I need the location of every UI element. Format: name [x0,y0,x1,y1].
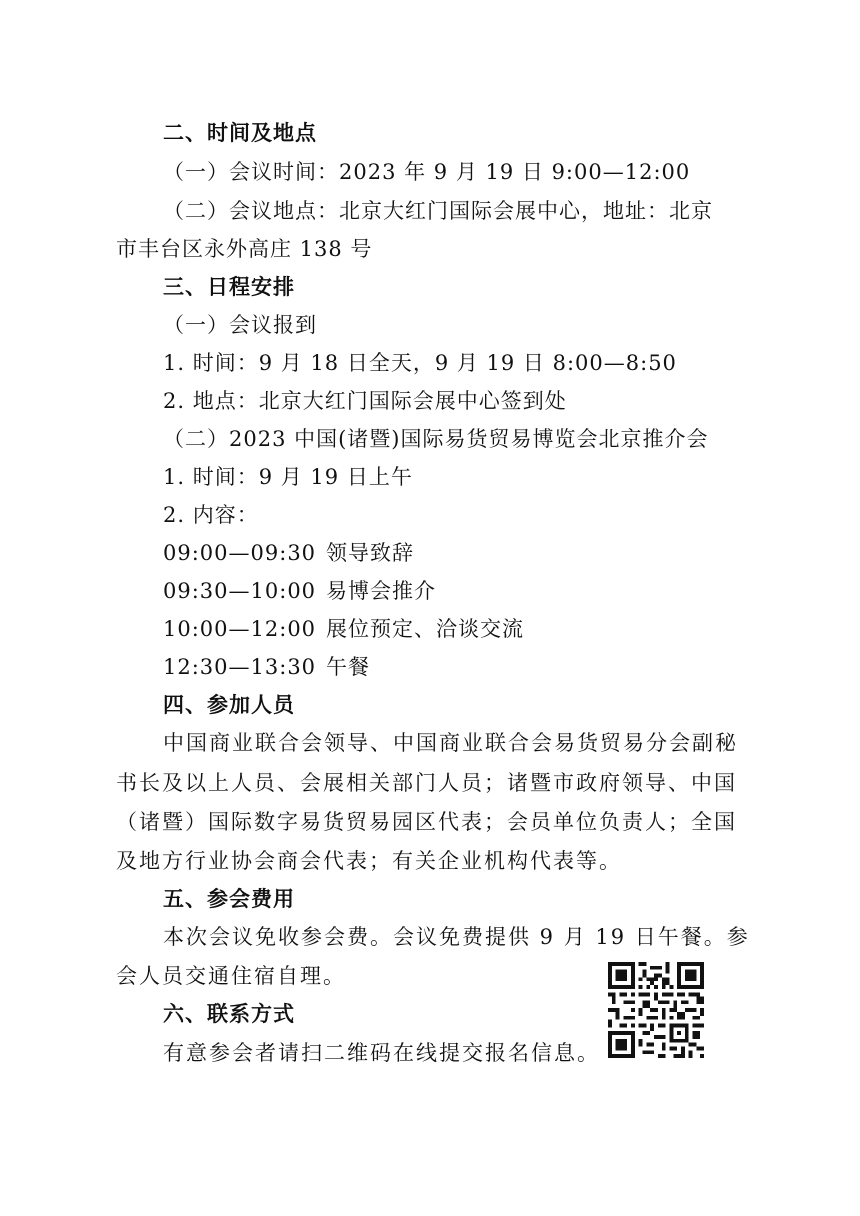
meeting-time: （一）会议时间：2023 年 9 月 19 日 9:00—12:00 [163,160,691,184]
section-heading-fees: 五、参会费用 [163,887,295,911]
agenda-row [163,538,414,568]
registration-qr-code[interactable] [608,962,704,1058]
attendees-line: 中国商业联合会领导、中国商业联合会易货贸易分会副秘 [163,731,738,755]
schedule-sub1-item: 2. 地点：北京大红门国际会展中心签到处 [163,389,567,413]
schedule-sub2-item: 2. 内容： [163,503,259,527]
attendees-line: 及地方行业协会商会代表；有关企业机构代表等。 [116,849,622,873]
agenda-row [163,576,436,606]
schedule-sub1-item: 1. 时间：9 月 18 日全天，9 月 19 日 8:00—8:50 [163,351,677,375]
agenda-item: 易博会推介 [326,579,436,603]
section-heading-contact: 六、联系方式 [163,1002,295,1026]
agenda-row [163,652,370,682]
attendees-line: （诸暨）国际数字易货贸易园区代表；会员单位负责人；全国 [116,810,737,834]
meeting-venue-line2: 市丰台区永外高庄 138 号 [116,237,373,261]
agenda-time: 10:00—12:00 [163,617,317,641]
fees-line: 本次会议免收参会费。会议免费提供 9 月 19 日午餐。参 [163,925,750,949]
attendees-line: 书长及以上人员、会展相关部门人员；诸暨市政府领导、中国 [116,771,737,795]
fees-line: 会人员交通住宿自理。 [116,964,346,988]
agenda-item: 午餐 [326,655,370,679]
schedule-sub2-title: （二）2023 中国(诸暨)国际易货贸易博览会北京推介会 [163,427,709,451]
schedule-sub2-item: 1. 时间：9 月 19 日上午 [163,465,413,489]
agenda-time: 09:00—09:30 [163,541,317,565]
section-heading-schedule: 三、日程安排 [163,275,295,299]
agenda-row [163,614,524,644]
section-heading-attendees: 四、参加人员 [163,693,295,717]
agenda-time: 09:30—10:00 [163,579,317,603]
agenda-item: 展位预定、洽谈交流 [326,617,524,641]
agenda-time: 12:30—13:30 [163,655,317,679]
agenda-item: 领导致辞 [326,541,414,565]
schedule-sub1-title: （一）会议报到 [163,313,317,337]
meeting-venue-line1: （二）会议地点：北京大红门国际会展中心，地址：北京 [163,199,713,223]
contact-text: 有意参会者请扫二维码在线提交报名信息。 [163,1041,600,1065]
section-heading-time-place: 二、时间及地点 [163,121,317,145]
